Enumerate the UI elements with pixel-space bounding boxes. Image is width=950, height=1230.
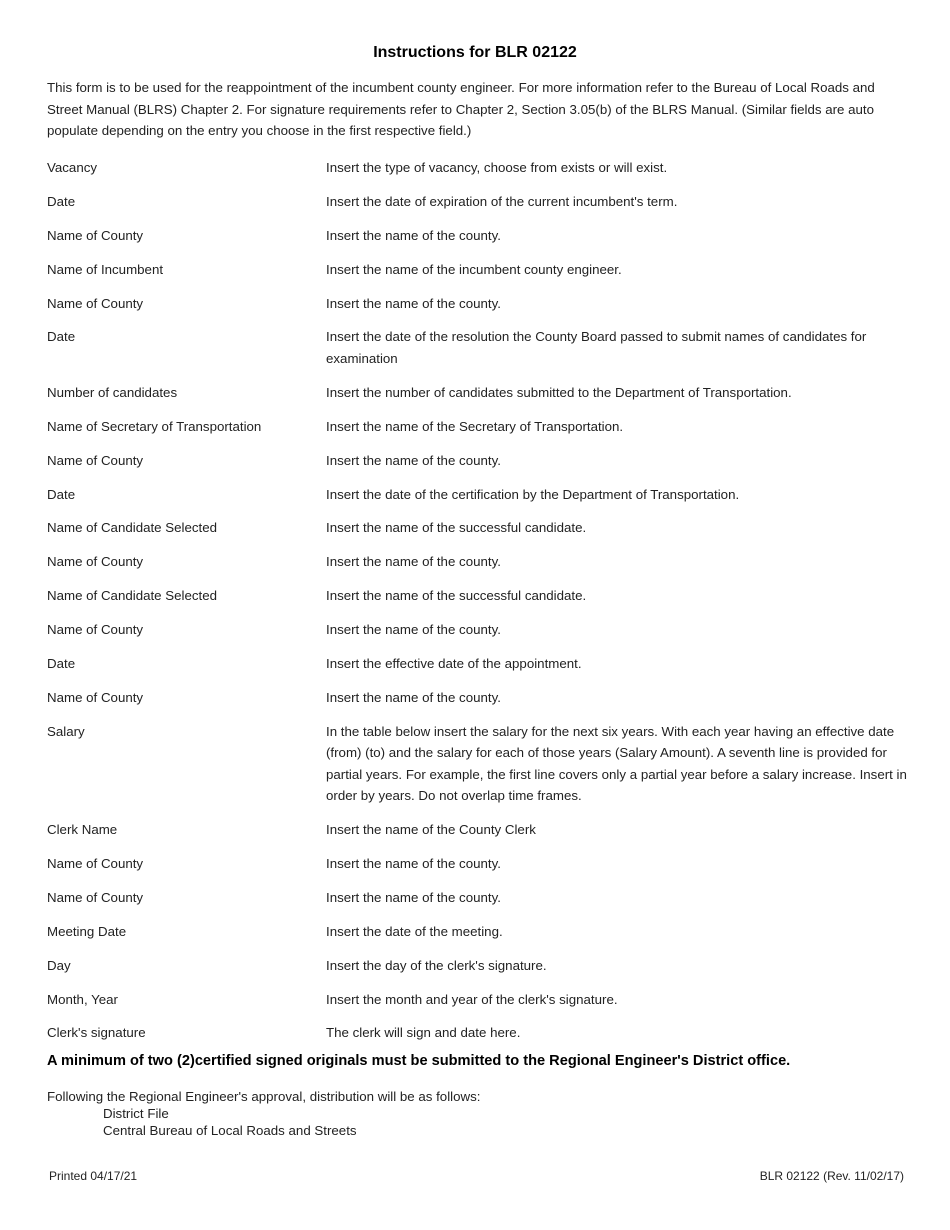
instruction-row <box>47 157 909 191</box>
submission-notice: A minimum of two (2)certified signed originals must be submitted to the Regional Engineer's District office. <box>47 1053 791 1069</box>
field-description: Insert the date of the resolution the County Board passed to submit names of candidates for examination <box>326 329 867 366</box>
field-description: Insert the type of vacancy, choose from exists or will exist. <box>326 160 668 175</box>
instruction-row <box>47 191 909 225</box>
field-label: Meeting Date <box>47 923 127 939</box>
field-label: Name of County <box>47 452 144 468</box>
field-label: Month, Year <box>47 991 118 1007</box>
field-description: Insert the name of the successful candidate. <box>326 520 587 536</box>
instruction-row <box>47 551 909 585</box>
intro-paragraph: This form is to be used for the reappointment of the incumbent county engineer. For more information refer to the Bureau of Local Roads and Street Manual (BLRS) Chapter 2. For signature requirements refer to Chapter 2, Section 3.05(b) of the BLRS Manual. (Similar fields are auto populate depending on the entry you choose in the first respective field.) <box>47 80 875 138</box>
field-label: Name of County <box>47 889 144 905</box>
instruction-row <box>47 484 909 518</box>
field-label: Date <box>47 193 76 209</box>
field-description: Insert the name of the county. <box>326 227 501 243</box>
instruction-row <box>47 819 909 853</box>
field-label: Name of County <box>47 554 144 570</box>
instruction-row <box>47 382 909 416</box>
field-description: The clerk will sign and date here. <box>326 1025 521 1041</box>
field-label: Name of Candidate Selected <box>47 588 218 604</box>
field-label: Name of County <box>47 856 144 872</box>
instruction-row <box>47 887 909 921</box>
field-description: Insert the name of the county. <box>326 554 501 570</box>
distribution-item: Central Bureau of Local Roads and Streets <box>103 1123 357 1138</box>
field-description: Insert the name of the incumbent county engineer. <box>326 261 622 277</box>
field-label: Day <box>47 957 71 973</box>
form-revision: BLR 02122 (Rev. 11/02/17) <box>759 1169 904 1183</box>
field-label: Name of County <box>47 689 144 705</box>
instruction-row <box>47 989 909 1023</box>
instruction-row <box>47 585 909 619</box>
instruction-row <box>47 687 909 721</box>
field-description: Insert the date of the meeting. <box>326 923 503 939</box>
field-label: Name of County <box>47 622 144 638</box>
field-label: Salary <box>47 723 85 739</box>
distribution-list <box>47 1088 480 1139</box>
instruction-row <box>47 416 909 450</box>
field-description: Insert the name of the Secretary of Transportation. <box>326 418 624 434</box>
page-title: Instructions for BLR 02122 <box>373 44 577 61</box>
field-description: In the table below insert the salary for the next six years. With each year having an effective date (from) (to) and the salary for each of those years (Salary Amount). A seventh line is provided for partial years. For example, the first line covers only a partial year before a salary increase. Insert in order by years. Do not overlap time frames. <box>326 723 907 804</box>
instruction-row <box>47 293 909 327</box>
field-label: Date <box>47 329 76 345</box>
instruction-row <box>47 955 909 989</box>
field-label: Name of County <box>47 227 144 243</box>
distribution-item: District File <box>103 1106 169 1121</box>
instruction-row <box>47 259 909 293</box>
field-description: Insert the name of the county. <box>326 856 501 872</box>
field-description: Insert the number of candidates submitted to the Department of Transportation. <box>326 384 792 400</box>
field-description: Insert the name of the county. <box>326 689 501 705</box>
instruction-row <box>47 619 909 653</box>
field-label: Date <box>47 655 76 671</box>
instruction-row <box>47 326 909 381</box>
distribution-lead: Following the Regional Engineer's approval, distribution will be as follows: <box>47 1089 481 1104</box>
field-label: Name of Candidate Selected <box>47 520 218 536</box>
instruction-row <box>47 653 909 687</box>
field-label: Clerk's signature <box>47 1025 146 1041</box>
instruction-row <box>47 721 909 819</box>
field-label: Vacancy <box>47 160 98 175</box>
field-label: Name of Secretary of Transportation <box>47 418 262 434</box>
field-label: Clerk Name <box>47 822 118 838</box>
instruction-row <box>47 225 909 259</box>
instruction-row <box>47 1022 909 1056</box>
printed-date: Printed 04/17/21 <box>49 1169 138 1183</box>
instruction-row <box>47 517 909 551</box>
field-description: Insert the month and year of the clerk's signature. <box>326 991 618 1007</box>
field-description: Insert the name of the county. <box>326 622 501 638</box>
field-description: Insert the name of the County Clerk <box>326 822 536 838</box>
field-description: Insert the day of the clerk's signature. <box>326 957 547 973</box>
instruction-row <box>47 450 909 484</box>
instruction-row <box>47 853 909 887</box>
field-description: Insert the date of expiration of the current incumbent's term. <box>326 193 678 209</box>
field-description: Insert the date of the certification by the Department of Transportation. <box>326 486 740 502</box>
field-description: Insert the name of the county. <box>326 295 501 311</box>
instruction-list <box>47 157 909 1056</box>
field-label: Date <box>47 486 76 502</box>
field-label: Number of candidates <box>47 384 178 400</box>
field-description: Insert the effective date of the appointment. <box>326 655 582 671</box>
instruction-row <box>47 921 909 955</box>
field-label: Name of Incumbent <box>47 261 164 277</box>
field-label: Name of County <box>47 295 144 311</box>
field-description: Insert the name of the county. <box>326 889 501 905</box>
field-description: Insert the name of the successful candidate. <box>326 588 587 604</box>
field-description: Insert the name of the county. <box>326 452 501 468</box>
